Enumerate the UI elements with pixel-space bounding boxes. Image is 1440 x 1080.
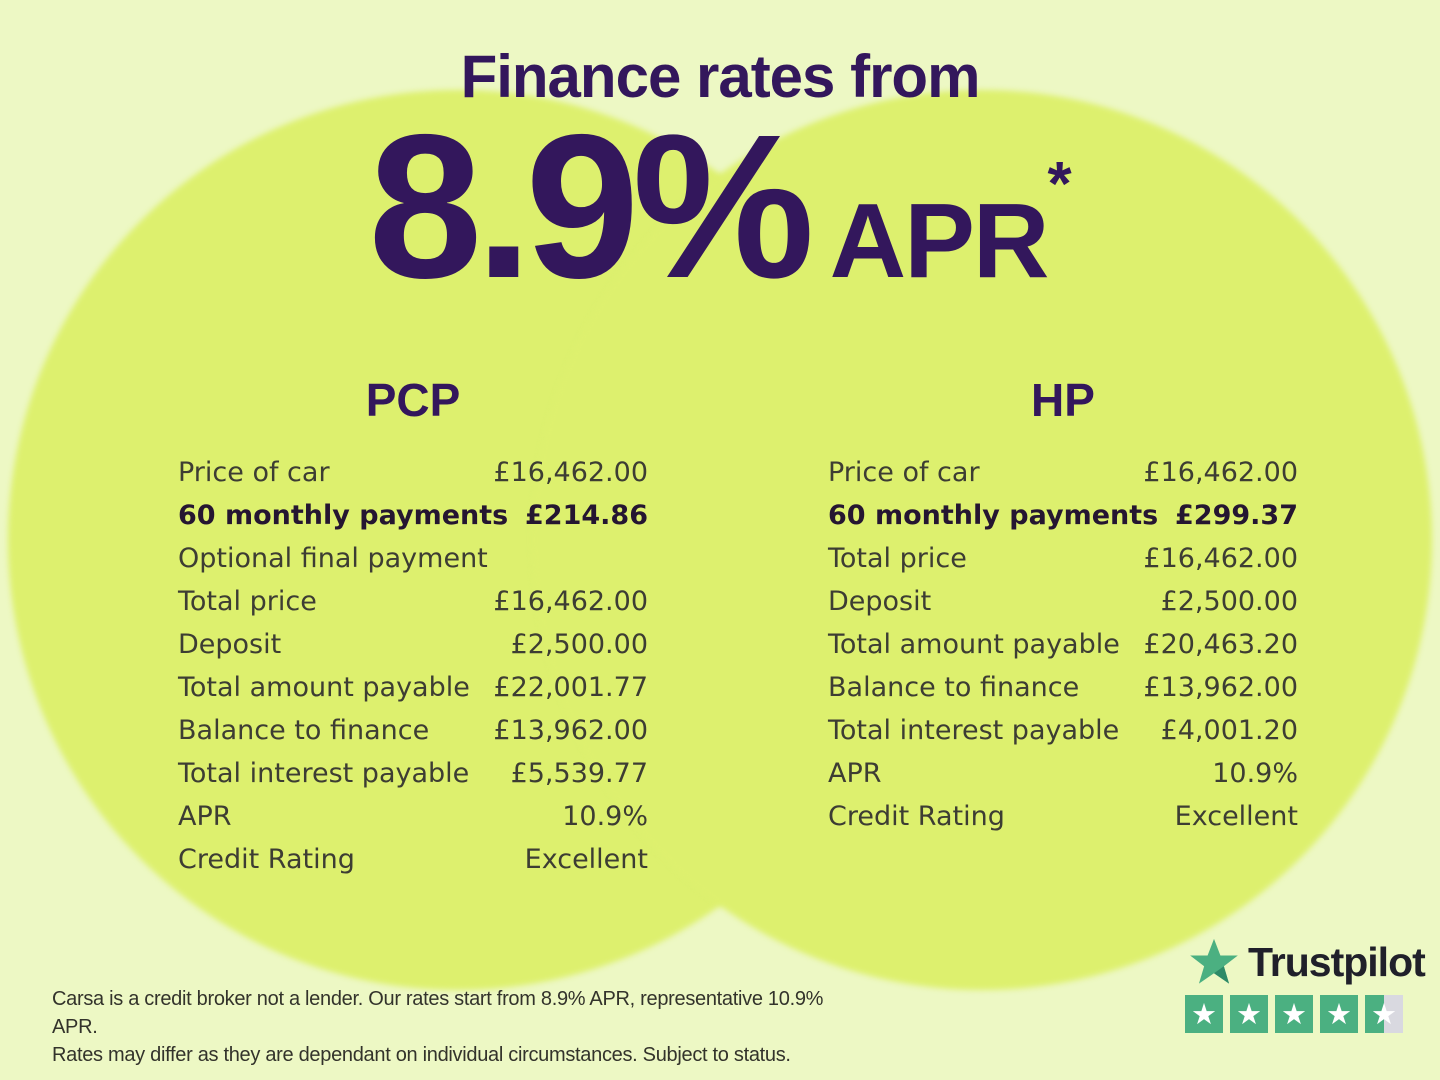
apr-label: APR bbox=[829, 182, 1048, 300]
table-row bbox=[828, 537, 1298, 580]
table-row bbox=[828, 623, 1298, 666]
headline-rate bbox=[0, 92, 1440, 321]
row-label: 60 monthly payments bbox=[828, 500, 1159, 531]
table-row bbox=[828, 795, 1298, 838]
row-label: Credit Rating bbox=[828, 801, 1005, 832]
row-label: APR bbox=[828, 758, 882, 789]
table-row bbox=[828, 494, 1298, 537]
row-value: £16,462.00 bbox=[1143, 543, 1298, 574]
table-row bbox=[178, 580, 648, 623]
row-label: Total interest payable bbox=[178, 758, 470, 789]
row-label: Total price bbox=[828, 543, 967, 574]
star-icon: ★ bbox=[1371, 996, 1397, 1031]
row-label: Balance to finance bbox=[178, 715, 430, 746]
table-row bbox=[178, 709, 648, 752]
row-value: £20,463.20 bbox=[1143, 629, 1298, 660]
row-value: £2,500.00 bbox=[1160, 586, 1298, 617]
table-row bbox=[828, 580, 1298, 623]
row-value: £16,462.00 bbox=[1143, 457, 1298, 488]
legal-disclaimer-line2: Rates may differ as they are dependant on individual circumstances. Subject to status. bbox=[52, 1044, 791, 1066]
table-row bbox=[178, 752, 648, 795]
pcp-table bbox=[178, 451, 648, 881]
table-row bbox=[178, 795, 648, 838]
trustpilot-star-box bbox=[1185, 995, 1223, 1033]
trustpilot-star-box bbox=[1320, 995, 1358, 1033]
trustpilot-star-icon bbox=[1188, 936, 1240, 988]
row-label: Balance to finance bbox=[828, 672, 1080, 703]
row-value: £22,001.77 bbox=[493, 672, 648, 703]
row-value: 10.9% bbox=[562, 801, 648, 832]
legal-disclaimer bbox=[52, 985, 832, 1069]
row-label: Total interest payable bbox=[828, 715, 1120, 746]
table-row bbox=[178, 537, 648, 580]
pcp-table-title: PCP bbox=[365, 374, 461, 426]
row-label: APR bbox=[178, 801, 232, 832]
hp-table-title: HP bbox=[1031, 374, 1095, 426]
row-label: Total amount payable bbox=[178, 672, 470, 703]
row-label: Total price bbox=[178, 586, 317, 617]
table-row bbox=[828, 451, 1298, 494]
row-label: 60 monthly payments bbox=[178, 500, 509, 531]
trustpilot-rating-stars bbox=[1185, 995, 1403, 1033]
row-value: Excellent bbox=[1174, 801, 1298, 832]
table-row bbox=[178, 838, 648, 881]
row-label: Price of car bbox=[178, 457, 330, 488]
row-value: £13,962.00 bbox=[493, 715, 648, 746]
rate-suffix bbox=[829, 150, 1072, 300]
table-row bbox=[828, 752, 1298, 795]
trustpilot-brand-text: Trustpilot bbox=[1248, 938, 1425, 985]
headline-eyebrow: Finance rates from bbox=[460, 43, 980, 110]
row-value: £16,462.00 bbox=[493, 586, 648, 617]
trustpilot-star-box bbox=[1275, 995, 1313, 1033]
row-label: Total amount payable bbox=[828, 629, 1120, 660]
table-row bbox=[178, 666, 648, 709]
rate-value: 8.9% bbox=[368, 92, 808, 321]
table-row bbox=[178, 623, 648, 666]
row-label: Price of car bbox=[828, 457, 980, 488]
apr-asterisk: * bbox=[1047, 150, 1072, 219]
trustpilot-logo bbox=[1188, 936, 1425, 988]
star-icon: ★ bbox=[1281, 996, 1307, 1031]
row-value: £2,500.00 bbox=[510, 629, 648, 660]
table-row bbox=[178, 451, 648, 494]
table-row bbox=[828, 709, 1298, 752]
row-value: £4,001.20 bbox=[1160, 715, 1298, 746]
row-value: £5,539.77 bbox=[510, 758, 648, 789]
row-label: Optional final payment bbox=[178, 543, 488, 574]
row-label: Deposit bbox=[178, 629, 282, 660]
row-value: £13,962.00 bbox=[1143, 672, 1298, 703]
row-label: Deposit bbox=[828, 586, 932, 617]
trustpilot-star-box bbox=[1230, 995, 1268, 1033]
row-value: Excellent bbox=[524, 844, 648, 875]
star-icon: ★ bbox=[1326, 996, 1352, 1031]
row-value: 10.9% bbox=[1212, 758, 1298, 789]
table-row bbox=[178, 494, 648, 537]
star-icon: ★ bbox=[1191, 996, 1217, 1031]
row-label: Credit Rating bbox=[178, 844, 355, 875]
row-value: £214.86 bbox=[525, 500, 648, 531]
row-value: £299.37 bbox=[1175, 500, 1298, 531]
star-icon: ★ bbox=[1236, 996, 1262, 1031]
hp-table bbox=[828, 451, 1298, 838]
trustpilot-star-box bbox=[1365, 995, 1403, 1033]
legal-disclaimer-line1: Carsa is a credit broker not a lender. Our rates start from 8.9% APR, representative 10.9% APR. bbox=[52, 988, 824, 1038]
table-row bbox=[828, 666, 1298, 709]
row-value: £16,462.00 bbox=[493, 457, 648, 488]
